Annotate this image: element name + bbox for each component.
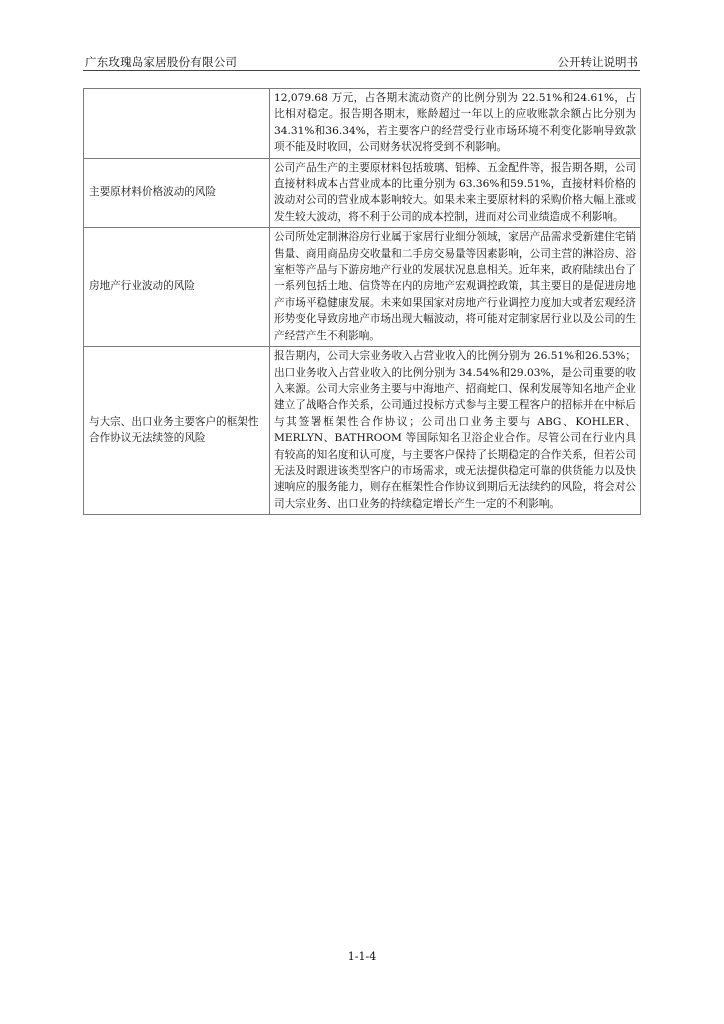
page-header [83, 54, 640, 68]
table-row [84, 347, 641, 515]
risk-description-cell: 公司所处定制淋浴房行业属于家居行业细分领域，家居产品需求受新建住宅销售量、商用商品房交收量和二手房交易量等因素影响，公司主营的淋浴房、浴室柜等产品与下游房地产行业的发展状况息息相关。近年来，政府陆续出台了一系列包括土地、信贷等在内的房地产宏观调控政策，其主要目的是促进房地产市场平稳健康发展。未来如果国家对房地产行业调控力度加大或者宏观经济形势变化导致房地产市场出现大幅波动，将可能对定制家居行业以及公司的生产经营产生不利影响。 [270, 228, 641, 347]
table-row [84, 228, 641, 347]
risk-name-cell [84, 89, 270, 159]
risk-description-cell: 12,079.68 万元，占各期末流动资产的比例分别为 22.51%和24.61%，占比相对稳定。报告期各期末，账龄超过一年以上的应收账款余额占比分别为34.31%和36.34%，若主要客户的经营受行业市场环境不利变化影响导致款项不能及时收回，公司财务状况将受到不利影响。 [270, 89, 641, 159]
table-row [84, 158, 641, 228]
header-divider [83, 70, 640, 71]
risk-name-cell: 与大宗、出口业务主要客户的框架性合作协议无法续签的风险 [84, 347, 270, 515]
company-name: 广东玫瑰岛家居股份有限公司 [85, 55, 238, 69]
risk-name-cell: 主要原材料价格波动的风险 [84, 158, 270, 228]
risk-description-cell: 公司产品生产的主要原材料包括玻璃、铝棒、五金配件等，报告期各期，公司直接材料成本占营业成本的比重分别为 63.36%和59.51%，直接材料价格的波动对公司的营业成本影响较大。如果未来主要原材料的采购价格大幅上涨或发生较大波动，将不利于公司的成本控制，进而对公司业绩造成不利影响。 [270, 158, 641, 228]
document-title: 公开转让说明书 [557, 55, 638, 69]
risk-table [83, 88, 641, 515]
page-number: 1-1-4 [347, 950, 377, 963]
risk-description-cell: 报告期内，公司大宗业务收入占营业收入的比例分别为 26.51%和26.53%；出口业务收入占营业收入的比例分别为 34.54%和29.03%，是公司重要的收入来源。公司大宗业务主要与中海地产、招商蛇口、保利发展等知名地产企业建立了战略合作关系，公司通过投标方式参与主要工程客户的招标并在中标后与其签署框架性合作协议；公司出口业务主要与 ABG、KOHLER、MERLYN、BATHROOM 等国际知名卫浴企业合作。尽管公司在行业内具有较高的知名度和认可度，与主要客户保持了长期稳定的合作关系，但若公司无法及时跟进该类型客户的市场需求，或无法提供稳定可靠的供货能力以及快速响应的服务能力，则存在框架性合作协议到期后无法续约的风险，将会对公司大宗业务、出口业务的持续稳定增长产生一定的不利影响。 [270, 347, 641, 515]
risk-name-cell: 房地产行业波动的风险 [84, 228, 270, 347]
table-row [84, 89, 641, 159]
